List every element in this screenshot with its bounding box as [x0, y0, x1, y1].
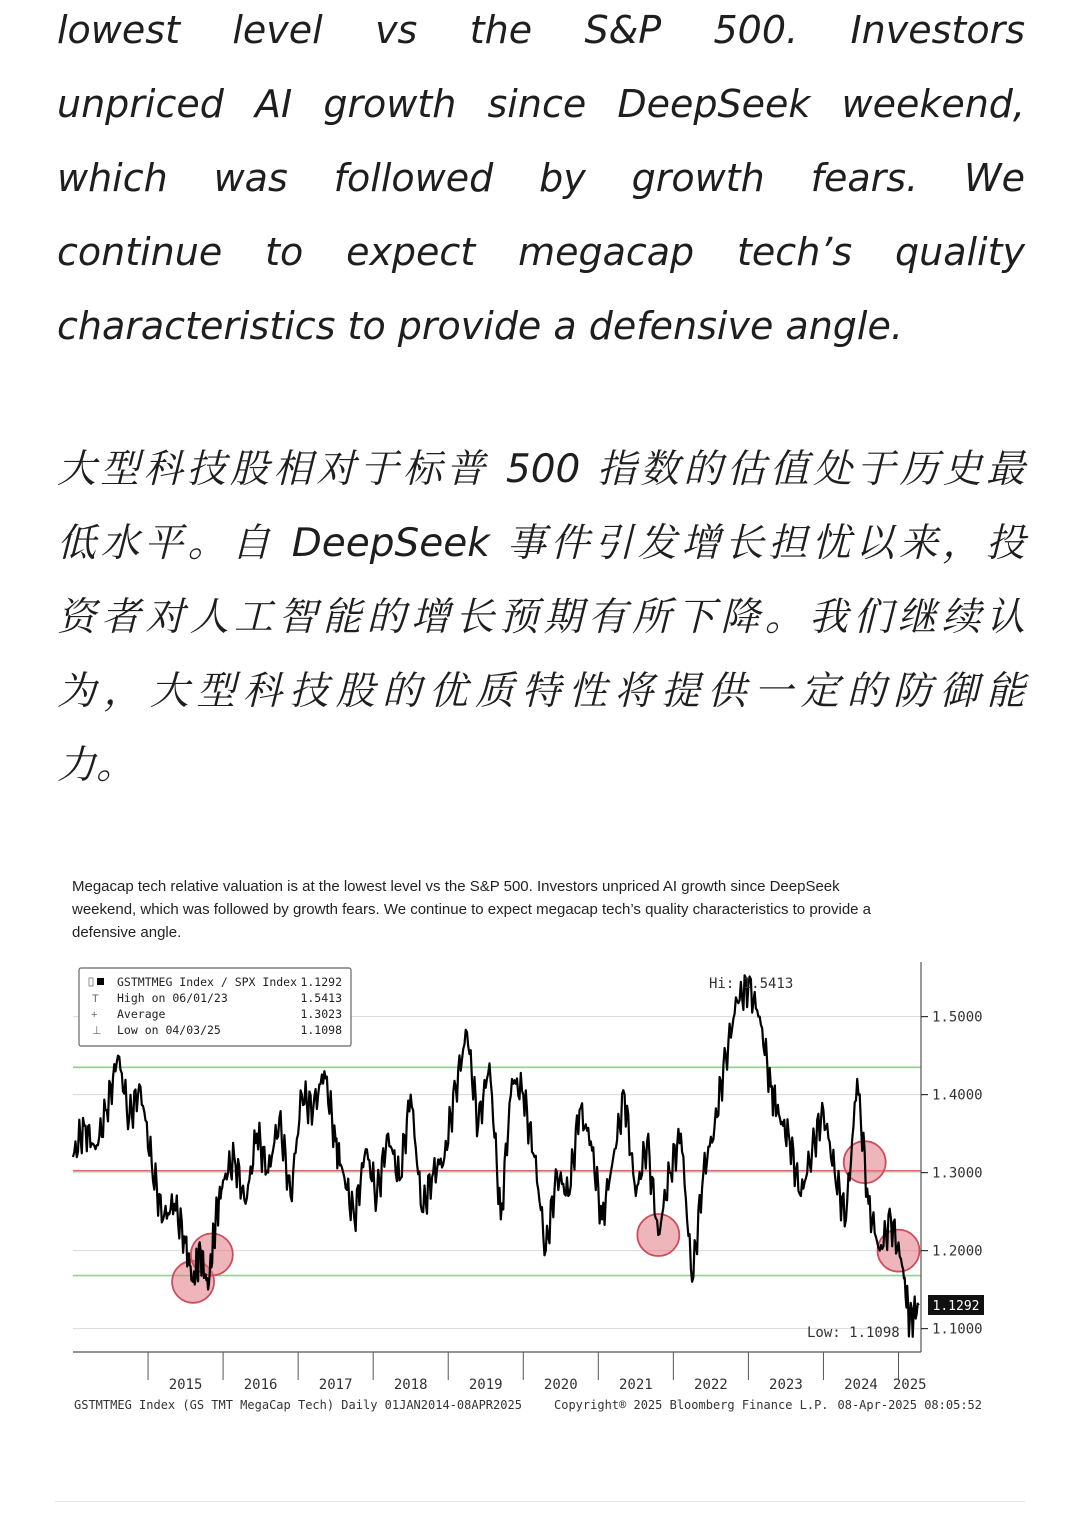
- text-line: 低水平。自 DeepSeek 事件引发增长担忧以来，投: [57, 521, 1025, 566]
- legend-box: [79, 968, 351, 1046]
- legend-low-label: Low on 04/03/25: [117, 1023, 221, 1037]
- text-line: 大型科技股相对于标普 500 指数的估值处于历史最: [57, 447, 1025, 492]
- legend-average-label: Average: [117, 1007, 166, 1021]
- footer-copyright: Copyright® 2025 Bloomberg Finance L.P.: [554, 1398, 829, 1412]
- y-tick-label: 1.3000: [932, 1165, 983, 1182]
- legend-series-label: GSTMTMEG Index / SPX Index: [117, 975, 298, 989]
- low-annotation: Low: 1.1098: [807, 1325, 900, 1341]
- high-marker-icon: T: [92, 993, 99, 1005]
- bloomberg-chart: [57, 862, 997, 1432]
- x-tick-label: 2018: [393, 1377, 428, 1393]
- x-tick-label: 2017: [318, 1377, 353, 1393]
- y-tick-label: 1.1000: [932, 1321, 983, 1338]
- text-line: lowest level vs the S&P 500. Investors: [57, 8, 1025, 52]
- legend-low-value: 1.1098: [300, 1023, 342, 1037]
- last-value-badge: [928, 1295, 984, 1315]
- text-line: 力。: [57, 743, 136, 788]
- x-tick-label: 2025: [892, 1377, 927, 1393]
- footer-source: GSTMTMEG Index (GS TMT MegaCap Tech) Daily 01JAN2014-08APR2025: [74, 1398, 522, 1412]
- x-axis-ticks: [148, 1352, 927, 1393]
- caption-line: Megacap tech relative valuation is at the lowest level vs the S&P 500. Investors unpriced AI growth since DeepSeek: [72, 878, 840, 895]
- x-tick-label: 2024: [844, 1377, 878, 1393]
- text-line: 资者对人工智能的增长预期有所下降。我们继续认: [57, 595, 1025, 640]
- x-tick-label: 2020: [543, 1377, 578, 1393]
- x-tick-label: 2015: [168, 1377, 203, 1393]
- footer-timestamp: 08-Apr-2025 08:05:52: [837, 1398, 982, 1412]
- text-line: which was followed by growth fears. We: [57, 156, 1025, 200]
- x-tick-label: 2019: [468, 1377, 503, 1393]
- legend-series-value: 1.1292: [300, 975, 342, 989]
- x-tick-label: 2022: [694, 1377, 728, 1393]
- chart-figure[interactable]: [57, 862, 997, 1432]
- average-marker-icon: +: [91, 1009, 98, 1021]
- last-value-text: 1.1292: [932, 1299, 980, 1314]
- text-line: unpriced AI growth since DeepSeek weekend,: [57, 82, 1025, 126]
- y-tick-label: 1.5000: [932, 1009, 983, 1026]
- caption-line: defensive angle.: [72, 924, 182, 941]
- caption-line: weekend, which was followed by growth fears. We continue to expect megacap tech’s quality characteristics to provide a: [72, 901, 872, 918]
- legend-series-swatch: [97, 978, 104, 985]
- divider: [55, 1501, 1025, 1502]
- text-line: 为，大型科技股的优质特性将提供一定的防御能: [57, 669, 1025, 714]
- legend-high-label: High on 06/01/23: [117, 991, 228, 1005]
- text-line: characteristics to provide a defensive angle.: [57, 304, 903, 348]
- hi-annotation: Hi: 1.5413: [709, 976, 794, 992]
- text-line: continue to expect megacap tech’s quality: [57, 230, 1025, 274]
- low-marker-icon: ⊥: [92, 1025, 102, 1037]
- y-tick-label: 1.2000: [932, 1243, 983, 1260]
- y-axis-ticks: [921, 1010, 983, 1338]
- x-tick-label: 2023: [769, 1377, 803, 1393]
- legend-high-value: 1.5413: [300, 991, 342, 1005]
- x-tick-label: 2016: [243, 1377, 278, 1393]
- y-tick-label: 1.4000: [932, 1087, 983, 1104]
- legend-average-value: 1.3023: [300, 1007, 342, 1021]
- x-tick-label: 2021: [618, 1377, 653, 1393]
